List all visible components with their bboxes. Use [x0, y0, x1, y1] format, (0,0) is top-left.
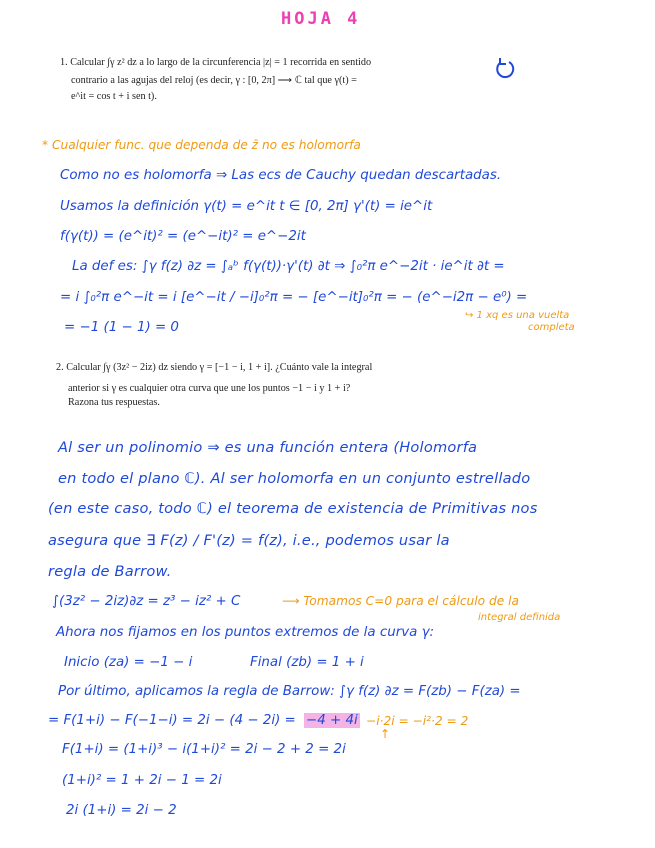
exercise-2-line-3: Razona tus respuestas. — [68, 397, 160, 408]
solution-3-line-3: Por último, aplicamos la regla de Barrow: ∫γ f(z) ∂z = F(zb) − F(za) = — [58, 684, 521, 699]
exercise-1-line-3: e^it = cos t + i sen t). — [71, 91, 157, 102]
start-point: Inicio (za) = −1 − i — [64, 655, 193, 670]
solution-2-line-2: en todo el plano ℂ). Al ser holomorfa en un conjunto estrellado — [58, 470, 531, 487]
solution-3-line-5: F(1+i) = (1+i)³ − i(1+i)² = 2i − 2 + 2 = 2i — [62, 742, 346, 757]
note-full-turn: ↪ 1 xq es una vuelta — [465, 310, 570, 321]
note-holomorphic: * Cualquier func. que dependa de z̄ no es holomorfa — [42, 138, 361, 152]
solution-1-line-6: = −1 (1 − 1) = 0 — [64, 320, 179, 335]
side-arrow: ↑ — [380, 727, 391, 741]
antiderivative-line: ∫(3z² − 2iz)∂z = z³ − iz² + C — [52, 594, 241, 609]
page-title: HOJA 4 — [281, 9, 361, 29]
solution-3-line-7: 2i (1+i) = 2i − 2 — [66, 803, 177, 818]
exercise-1-line-1: 1. Calcular ∫γ z² dz a lo largo de la circunferencia |z| = 1 recorrida en sentido — [60, 57, 372, 68]
solution-1-line-4: La def es: ∫γ f(z) ∂z = ∫ₐᵇ f(γ(t))·γ'(t) ∂t ⇒ ∫₀²π e^−2it · ie^it ∂t = — [72, 259, 505, 274]
solution-1-line-1: Como no es holomorfa ⇒ Las ecs de Cauchy quedan descartadas. — [60, 168, 502, 183]
constant-note-2: integral definida — [478, 612, 561, 623]
exercise-1-line-2: contrario a las agujas del reloj (es decir, γ : [0, 2π] ⟶ ℂ tal que γ(t) = — [71, 75, 357, 86]
note-full-turn-2: completa — [528, 322, 575, 333]
solution-2-line-3: (en este caso, todo ℂ) el teorema de existencia de Primitivas nos — [48, 500, 538, 517]
solution-2-line-4: asegura que ∃ F(z) / F'(z) = f(z), i.e., podemos usar la — [48, 532, 450, 549]
solution-3-line-6: (1+i)² = 1 + 2i − 1 = 2i — [62, 773, 222, 788]
solution-1-line-2: Usamos la definición γ(t) = e^it t ∈ [0, 2π] γ'(t) = ie^it — [60, 199, 433, 214]
solution-1-line-3: f(γ(t)) = (e^it)² = (e^−it)² = e^−2it — [60, 229, 306, 244]
exercise-2-line-2: anterior si γ es cualquier otra curva que une los puntos −1 − i y 1 + i? — [68, 383, 351, 394]
solution-3-line-4: = F(1+i) − F(−1−i) = 2i − (4 − 2i) = — [48, 713, 296, 728]
constant-note: ⟶ Tomamos C=0 para el cálculo de la — [282, 594, 519, 608]
solution-2-line-1: Al ser un polinomio ⇒ es una función entera (Holomorfa — [58, 439, 478, 456]
solution-3-line-1: Ahora nos fijamos en los puntos extremos de la curva γ: — [56, 625, 435, 640]
end-point: Final (zb) = 1 + i — [250, 655, 364, 670]
solution-2-line-5: regla de Barrow. — [48, 563, 172, 580]
solution-1-line-5: = i ∫₀²π e^−it = i [e^−it / −i]₀²π = − [e^−it]₀²π = − (e^−i2π − e⁰) = — [60, 290, 528, 305]
side-calculation: −i·2i = −i²·2 = 2 — [366, 714, 469, 728]
exercise-2-line-1: 2. Calcular ∫γ (3z² − 2iz) dz siendo γ = [−1 − i, 1 + i]. ¿Cuánto vale la integral — [56, 362, 373, 373]
highlighted-result: −4 + 4i — [306, 713, 358, 728]
